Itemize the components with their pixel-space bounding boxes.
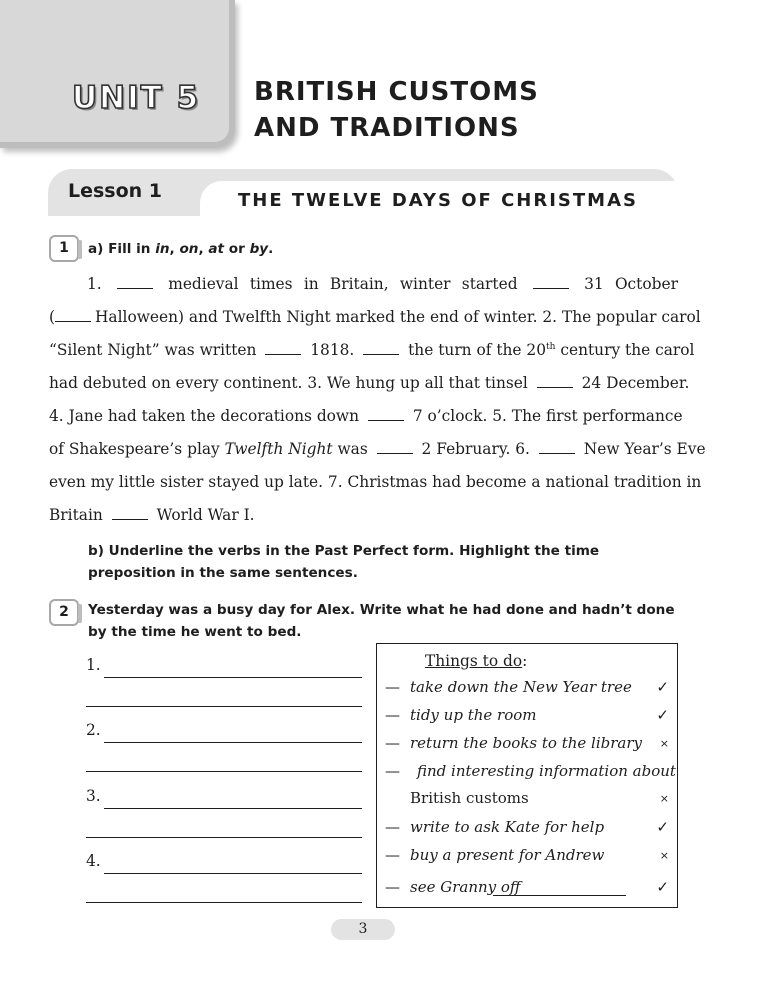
blank-6[interactable] bbox=[537, 376, 573, 388]
lesson-label: Lesson 1 bbox=[68, 180, 163, 202]
todo-item: — take down the New Year tree ✓ bbox=[385, 678, 669, 696]
answer-number: 1. bbox=[86, 656, 101, 674]
check-icon: ✓ bbox=[656, 678, 669, 696]
unit-title-line-1: BRITISH CUSTOMS bbox=[254, 77, 539, 107]
lesson-title: THE TWELVE DAYS OF CHRISTMAS bbox=[238, 190, 638, 211]
todo-item: — see Granny off ✓ bbox=[385, 878, 669, 896]
answer-row-3 bbox=[86, 787, 362, 809]
answer-line[interactable] bbox=[104, 677, 362, 678]
blank-8[interactable] bbox=[377, 442, 413, 454]
unit-title-line-2: AND TRADITIONS bbox=[254, 113, 520, 143]
todo-item-continued: British customs × bbox=[410, 789, 669, 807]
exercise-1-line-1: 1. medieval times in Britain, winter started 31 October bbox=[87, 275, 678, 293]
exercise-1-number: 1 bbox=[49, 235, 79, 262]
cross-icon: × bbox=[659, 849, 669, 862]
exercise-1-line-7: even my little sister stayed up late. 7. Christmas had become a national tradition in bbox=[49, 473, 702, 491]
blank-7[interactable] bbox=[368, 409, 404, 421]
answer-number: 2. bbox=[86, 721, 101, 739]
answer-line[interactable] bbox=[86, 706, 362, 707]
blank-9[interactable] bbox=[539, 442, 575, 454]
cross-icon: × bbox=[659, 737, 669, 750]
check-icon: ✓ bbox=[656, 878, 669, 896]
answer-line[interactable] bbox=[104, 742, 362, 743]
answer-line[interactable] bbox=[104, 808, 362, 809]
exercise-1-line-5: 4. Jane had taken the decorations down 7 o’clock. 5. The first performance bbox=[49, 407, 683, 425]
exercise-1-line-6: of Shakespeare’s play Twelfth Night was 2 February. 6. New Year’s Eve bbox=[49, 440, 706, 458]
answer-row-1 bbox=[86, 656, 362, 678]
answer-row-2 bbox=[86, 721, 362, 743]
answer-line[interactable] bbox=[86, 902, 362, 903]
exercise-2-instruction: Yesterday was a busy day for Alex. Write what he had done and hadn’t done by the time he went to bed. bbox=[88, 602, 675, 640]
cross-icon: × bbox=[659, 792, 669, 805]
things-to-do-heading: Things to do: bbox=[425, 652, 528, 670]
unit-title bbox=[254, 74, 539, 146]
things-to-do-box bbox=[376, 643, 678, 908]
exercise-2-number: 2 bbox=[49, 599, 79, 626]
page-number: 3 bbox=[331, 919, 395, 940]
answer-row-4b bbox=[86, 881, 362, 903]
answer-row-4 bbox=[86, 852, 362, 874]
exercise-1b-instruction: b) Underline the verbs in the Past Perfect form. Highlight the time preposition in the same sentences. bbox=[88, 543, 600, 581]
blank-2[interactable] bbox=[533, 277, 569, 289]
todo-item: — write to ask Kate for help ✓ bbox=[385, 818, 669, 836]
answer-line[interactable] bbox=[104, 873, 362, 874]
todo-item: — find interesting information about bbox=[385, 762, 676, 780]
exercise-1-line-2: ( Halloween) and Twelfth Night marked the end of winter. 2. The popular carol bbox=[49, 308, 701, 326]
answer-row-3b bbox=[86, 816, 362, 838]
exercise-1-line-4: had debuted on every continent. 3. We hung up all that tinsel 24 December. bbox=[49, 374, 690, 392]
fill-line[interactable] bbox=[493, 895, 626, 896]
answer-line[interactable] bbox=[86, 837, 362, 838]
unit-label: UNIT 5 bbox=[72, 80, 201, 116]
exercise-1a-instruction: a) Fill in in, on, at or by. bbox=[88, 241, 274, 257]
todo-item: — tidy up the room ✓ bbox=[385, 706, 669, 724]
check-icon: ✓ bbox=[656, 818, 669, 836]
answer-number: 3. bbox=[86, 787, 101, 805]
blank-3[interactable] bbox=[55, 310, 91, 322]
blank-10[interactable] bbox=[112, 508, 148, 520]
blank-1[interactable] bbox=[117, 277, 153, 289]
unit-tab bbox=[0, 0, 235, 148]
check-icon: ✓ bbox=[656, 706, 669, 724]
blank-5[interactable] bbox=[363, 343, 399, 355]
answer-number: 4. bbox=[86, 852, 101, 870]
answer-row-2b bbox=[86, 750, 362, 772]
blank-4[interactable] bbox=[265, 343, 301, 355]
exercise-1-line-3: “Silent Night” was written 1818. the turn of the 20th century the carol bbox=[49, 341, 695, 359]
todo-item: — return the books to the library × bbox=[385, 734, 669, 752]
exercise-1-line-8: Britain World War I. bbox=[49, 506, 255, 524]
answer-line[interactable] bbox=[86, 771, 362, 772]
todo-item: — buy a present for Andrew × bbox=[385, 846, 669, 864]
answer-row-1b bbox=[86, 685, 362, 707]
